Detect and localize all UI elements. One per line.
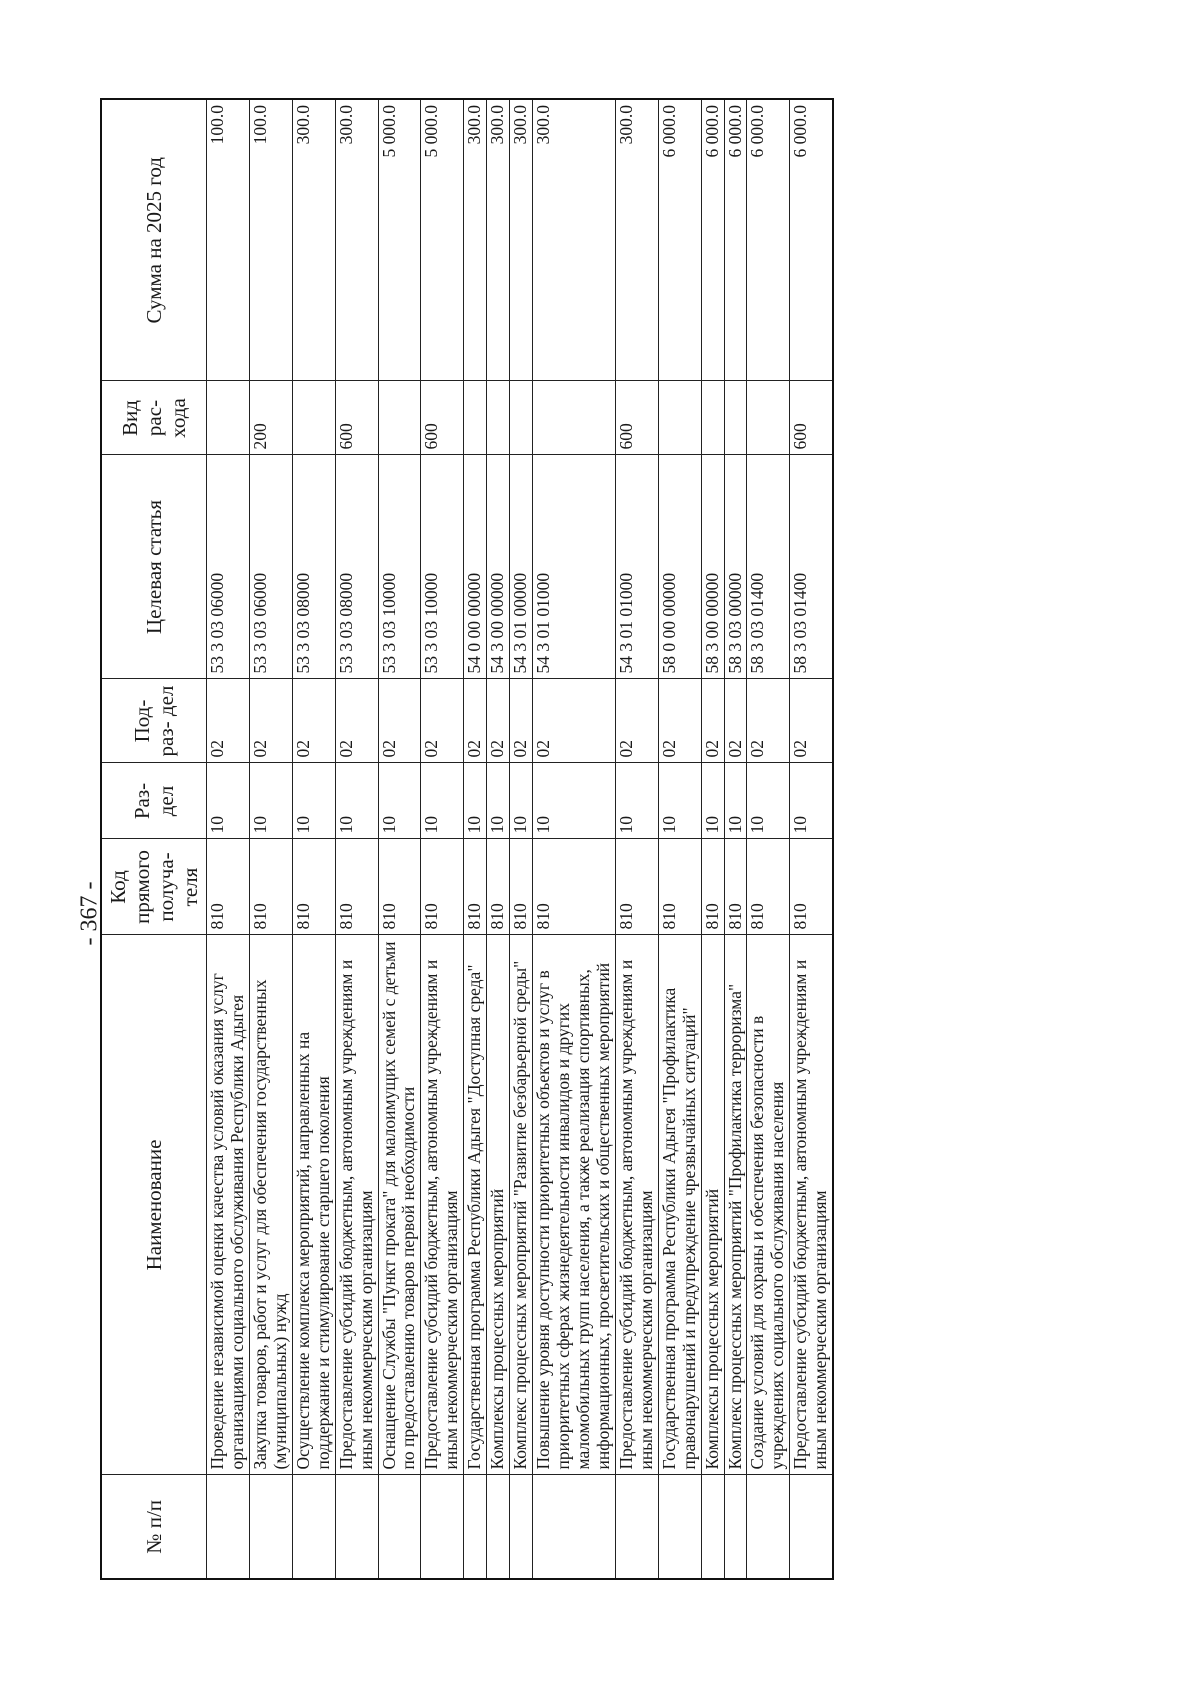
cell-section: 10 xyxy=(658,763,701,839)
cell-num xyxy=(701,1475,724,1579)
cell-expense-type: 600 xyxy=(615,381,658,455)
cell-subsection: 02 xyxy=(510,679,533,763)
table-row xyxy=(658,99,701,1579)
cell-amount: 300.0 xyxy=(533,99,616,381)
cell-name: Предоставление субсидий бюджетным, автономным учреждениям и иным некоммерческим организациям xyxy=(421,935,464,1475)
cell-expense-type xyxy=(292,381,335,455)
table-row xyxy=(464,99,487,1579)
cell-subsection: 02 xyxy=(747,679,790,763)
cell-subsection: 02 xyxy=(724,679,747,763)
cell-section: 10 xyxy=(510,763,533,839)
cell-num xyxy=(747,1475,790,1579)
cell-section: 10 xyxy=(207,763,250,839)
cell-section: 10 xyxy=(292,763,335,839)
cell-num xyxy=(533,1475,616,1579)
cell-section: 10 xyxy=(249,763,292,839)
table-body xyxy=(207,99,834,1579)
header-subsection: Под- раз- дел xyxy=(101,679,207,763)
cell-target-article: 53 3 03 06000 xyxy=(207,455,250,679)
table-row xyxy=(510,99,533,1579)
table-row xyxy=(533,99,616,1579)
cell-section: 10 xyxy=(335,763,378,839)
cell-name: Оснащение Службы "Пункт проката" для малоимущих семей с детьми по предоставлению товаров первой необходимости xyxy=(378,935,421,1475)
cell-section: 10 xyxy=(615,763,658,839)
cell-name: Повышение уровня доступности приоритетных объектов и услуг в приоритетных сферах жизнедеятельности инвалидов и других маломобильных групп населения, а также реализация спортивных, информационных, просветительских и общественных мероприятий xyxy=(533,935,616,1475)
cell-num xyxy=(207,1475,250,1579)
page-number: - 367 - xyxy=(76,881,103,946)
cell-expense-type xyxy=(533,381,616,455)
cell-amount: 6 000.0 xyxy=(724,99,747,381)
cell-expense-type xyxy=(510,381,533,455)
cell-amount: 5 000.0 xyxy=(378,99,421,381)
table-row xyxy=(790,99,833,1579)
table-row xyxy=(747,99,790,1579)
cell-target-article: 58 3 03 01400 xyxy=(747,455,790,679)
cell-subsection: 02 xyxy=(533,679,616,763)
cell-subsection: 02 xyxy=(701,679,724,763)
table-row xyxy=(701,99,724,1579)
cell-subsection: 02 xyxy=(464,679,487,763)
table-header-row xyxy=(101,99,207,1579)
header-name: Наименование xyxy=(101,935,207,1475)
cell-target-article: 58 3 00 00000 xyxy=(701,455,724,679)
cell-name: Предоставление субсидий бюджетным, автономным учреждениям и иным некоммерческим организациям xyxy=(335,935,378,1475)
table-row xyxy=(249,99,292,1579)
cell-target-article: 53 3 03 08000 xyxy=(292,455,335,679)
rotated-page-content xyxy=(100,100,1060,1580)
table-row xyxy=(615,99,658,1579)
table-row xyxy=(487,99,510,1579)
cell-amount: 6 000.0 xyxy=(790,99,833,381)
cell-amount: 300.0 xyxy=(292,99,335,381)
cell-name: Предоставление субсидий бюджетным, автономным учреждениям и иным некоммерческим организациям xyxy=(790,935,833,1475)
cell-num xyxy=(790,1475,833,1579)
header-target-article: Целевая статья xyxy=(101,455,207,679)
cell-subsection: 02 xyxy=(207,679,250,763)
cell-recipient-code: 810 xyxy=(378,839,421,935)
cell-recipient-code: 810 xyxy=(701,839,724,935)
cell-subsection: 02 xyxy=(335,679,378,763)
cell-expense-type xyxy=(207,381,250,455)
cell-subsection: 02 xyxy=(378,679,421,763)
cell-name: Государственная программа Республики Адыгея "Профилактика правонарушений и предупреждение чрезвычайных ситуаций" xyxy=(658,935,701,1475)
cell-num xyxy=(658,1475,701,1579)
header-recipient-code: Код прямого получа- теля xyxy=(101,839,207,935)
cell-name: Создание условий для охраны и обеспечения безопасности в учреждениях социального обслуживания населения xyxy=(747,935,790,1475)
cell-target-article: 53 3 03 10000 xyxy=(378,455,421,679)
cell-name: Предоставление субсидий бюджетным, автономным учреждениям и иным некоммерческим организациям xyxy=(615,935,658,1475)
cell-recipient-code: 810 xyxy=(421,839,464,935)
cell-recipient-code: 810 xyxy=(249,839,292,935)
cell-subsection: 02 xyxy=(292,679,335,763)
cell-num xyxy=(249,1475,292,1579)
cell-expense-type: 200 xyxy=(249,381,292,455)
table-row xyxy=(421,99,464,1579)
table-row xyxy=(724,99,747,1579)
cell-name: Комплекс процессных мероприятий "Развитие безбарьерной среды" xyxy=(510,935,533,1475)
cell-subsection: 02 xyxy=(658,679,701,763)
cell-recipient-code: 810 xyxy=(335,839,378,935)
cell-target-article: 54 3 00 00000 xyxy=(487,455,510,679)
cell-section: 10 xyxy=(421,763,464,839)
cell-num xyxy=(292,1475,335,1579)
budget-table xyxy=(100,98,834,1580)
cell-expense-type xyxy=(724,381,747,455)
cell-recipient-code: 810 xyxy=(533,839,616,935)
cell-target-article: 58 3 03 01400 xyxy=(790,455,833,679)
table-row xyxy=(378,99,421,1579)
cell-subsection: 02 xyxy=(249,679,292,763)
cell-recipient-code: 810 xyxy=(510,839,533,935)
cell-recipient-code: 810 xyxy=(464,839,487,935)
table-row xyxy=(335,99,378,1579)
cell-subsection: 02 xyxy=(421,679,464,763)
cell-name: Осуществление комплекса мероприятий, направленных на поддержание и стимулирование старшего поколения xyxy=(292,935,335,1475)
cell-expense-type xyxy=(464,381,487,455)
cell-recipient-code: 810 xyxy=(487,839,510,935)
cell-subsection: 02 xyxy=(615,679,658,763)
cell-section: 10 xyxy=(724,763,747,839)
cell-num xyxy=(510,1475,533,1579)
cell-amount: 6 000.0 xyxy=(747,99,790,381)
cell-amount: 5 000.0 xyxy=(421,99,464,381)
cell-section: 10 xyxy=(378,763,421,839)
cell-target-article: 54 0 00 00000 xyxy=(464,455,487,679)
cell-recipient-code: 810 xyxy=(658,839,701,935)
cell-num xyxy=(378,1475,421,1579)
cell-target-article: 53 3 03 06000 xyxy=(249,455,292,679)
cell-section: 10 xyxy=(487,763,510,839)
cell-amount: 6 000.0 xyxy=(701,99,724,381)
cell-num xyxy=(464,1475,487,1579)
cell-amount: 300.0 xyxy=(464,99,487,381)
cell-expense-type xyxy=(378,381,421,455)
cell-target-article: 53 3 03 08000 xyxy=(335,455,378,679)
table-row xyxy=(207,99,250,1579)
cell-expense-type xyxy=(487,381,510,455)
cell-expense-type: 600 xyxy=(790,381,833,455)
cell-amount: 300.0 xyxy=(615,99,658,381)
cell-num xyxy=(724,1475,747,1579)
cell-name: Комплекс процессных мероприятий "Профилактика терроризма" xyxy=(724,935,747,1475)
cell-expense-type xyxy=(658,381,701,455)
cell-num xyxy=(335,1475,378,1579)
cell-name: Проведение независимой оценки качества условий оказания услуг организациями социального обслуживания Республики Адыгея xyxy=(207,935,250,1475)
cell-recipient-code: 810 xyxy=(747,839,790,935)
cell-amount: 300.0 xyxy=(487,99,510,381)
cell-subsection: 02 xyxy=(487,679,510,763)
cell-num xyxy=(487,1475,510,1579)
table-row xyxy=(292,99,335,1579)
cell-amount: 100.0 xyxy=(249,99,292,381)
cell-section: 10 xyxy=(701,763,724,839)
header-amount-2025: Сумма на 2025 год xyxy=(101,99,207,381)
cell-target-article: 54 3 01 01000 xyxy=(533,455,616,679)
cell-recipient-code: 810 xyxy=(207,839,250,935)
cell-section: 10 xyxy=(464,763,487,839)
cell-target-article: 54 3 01 01000 xyxy=(615,455,658,679)
header-section: Раз- дел xyxy=(101,763,207,839)
header-num: № п/п xyxy=(101,1475,207,1579)
cell-subsection: 02 xyxy=(790,679,833,763)
cell-target-article: 58 3 03 00000 xyxy=(724,455,747,679)
cell-amount: 6 000.0 xyxy=(658,99,701,381)
cell-recipient-code: 810 xyxy=(615,839,658,935)
cell-expense-type: 600 xyxy=(421,381,464,455)
cell-target-article: 53 3 03 10000 xyxy=(421,455,464,679)
cell-section: 10 xyxy=(790,763,833,839)
cell-num xyxy=(421,1475,464,1579)
cell-recipient-code: 810 xyxy=(724,839,747,935)
cell-target-article: 58 0 00 00000 xyxy=(658,455,701,679)
header-expense-type: Вид рас- хода xyxy=(101,381,207,455)
cell-name: Комплексы процессных мероприятий xyxy=(487,935,510,1475)
cell-expense-type xyxy=(701,381,724,455)
cell-expense-type xyxy=(747,381,790,455)
cell-amount: 100.0 xyxy=(207,99,250,381)
cell-recipient-code: 810 xyxy=(790,839,833,935)
cell-recipient-code: 810 xyxy=(292,839,335,935)
cell-section: 10 xyxy=(747,763,790,839)
cell-name: Комплексы процессных мероприятий xyxy=(701,935,724,1475)
cell-expense-type: 600 xyxy=(335,381,378,455)
cell-num xyxy=(615,1475,658,1579)
cell-amount: 300.0 xyxy=(510,99,533,381)
cell-section: 10 xyxy=(533,763,616,839)
cell-name: Закупка товаров, работ и услуг для обеспечения государственных (муниципальных) нужд xyxy=(249,935,292,1475)
cell-name: Государственная программа Республики Адыгея "Доступная среда" xyxy=(464,935,487,1475)
cell-amount: 300.0 xyxy=(335,99,378,381)
cell-target-article: 54 3 01 00000 xyxy=(510,455,533,679)
